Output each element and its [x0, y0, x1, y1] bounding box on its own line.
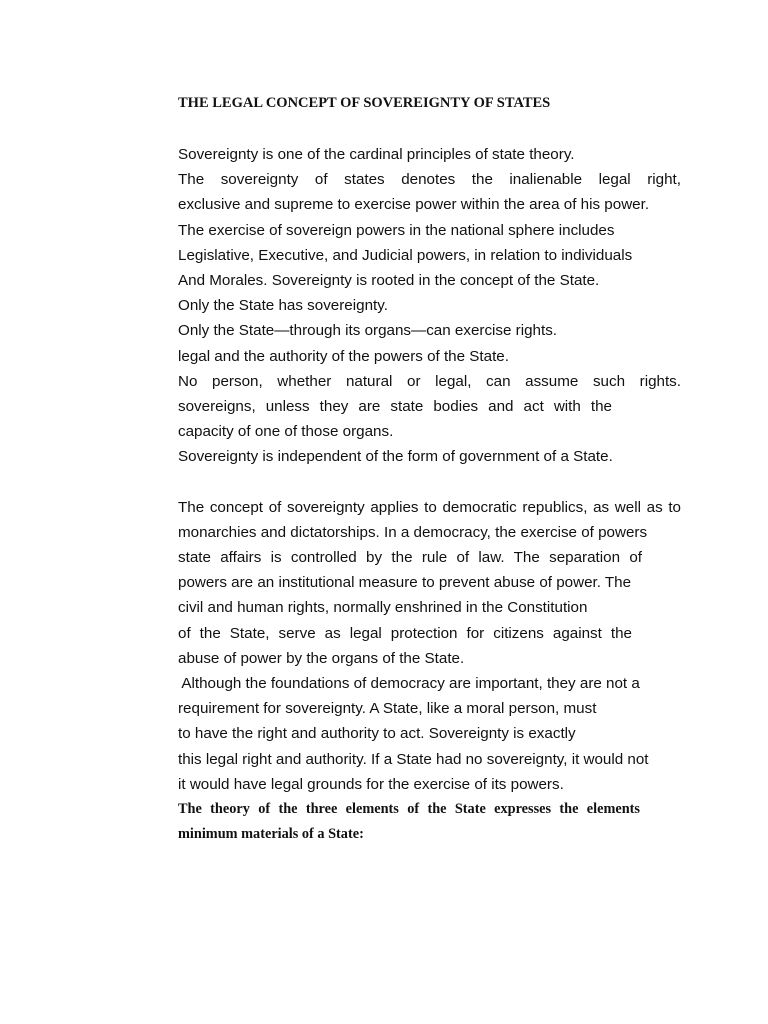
bold-text-line: minimum materials of a State:	[178, 826, 364, 843]
text-line: And Morales. Sovereignty is rooted in the concept of the State.	[178, 271, 600, 289]
text-line: The exercise of sovereign powers in the national sphere includes	[178, 221, 615, 239]
text-line: of the State, serve as legal protection for citizens against the	[178, 624, 632, 642]
text-line: legal and the authority of the powers of the State.	[178, 347, 509, 365]
text-line: capacity of one of those organs.	[178, 423, 394, 441]
paragraph-democracy-sovereignty	[178, 495, 681, 797]
text-line: state affairs is controlled by the rule of law. The separation of	[178, 549, 642, 566]
paragraph-gap	[178, 469, 681, 494]
text-line: sovereigns, unless they are state bodies and act with the	[178, 397, 612, 415]
bold-text-line: The theory of the three elements of the State expresses the elements	[178, 800, 640, 817]
text-line: to have the right and authority to act. Sovereignty is exactly	[178, 725, 576, 743]
text-line: The sovereignty of states denotes the inalienable legal right,	[178, 171, 681, 189]
title-spacing	[178, 114, 681, 142]
document-body	[178, 92, 681, 847]
text-line: it would have legal grounds for the exercise of its powers.	[178, 775, 564, 793]
document-title: THE LEGAL CONCEPT OF SOVEREIGNTY OF STATES	[178, 95, 551, 111]
text-line: Only the State—through its organs—can exercise rights.	[178, 322, 558, 340]
text-line: Although the foundations of democracy are important, they are not a	[178, 674, 640, 692]
text-line: requirement for sovereignty. A State, like a moral person, must	[178, 700, 597, 718]
text-line: Only the State has sovereignty.	[178, 297, 388, 315]
text-line: abuse of power by the organs of the State.	[178, 649, 465, 667]
text-line: this legal right and authority. If a State had no sovereignty, it would not	[178, 750, 649, 768]
text-line: No person, whether natural or legal, can assume such rights.	[178, 372, 681, 390]
paragraph-three-elements	[178, 797, 681, 847]
text-line: powers are an institutional measure to prevent abuse of power. The	[178, 574, 632, 592]
paragraph-sovereignty-principles	[178, 142, 681, 469]
text-line: civil and human rights, normally enshrined in the Constitution	[178, 599, 588, 617]
text-line: Sovereignty is independent of the form of government of a State.	[178, 448, 613, 466]
text-line: Sovereignty is one of the cardinal principles of state theory.	[178, 146, 575, 163]
text-line: Legislative, Executive, and Judicial powers, in relation to individuals	[178, 246, 633, 264]
text-line: monarchies and dictatorships. In a democracy, the exercise of powers	[178, 523, 648, 541]
text-line: The concept of sovereignty applies to democratic republics, as well as to	[178, 498, 681, 516]
text-line: exclusive and supreme to exercise power within the area of his power.	[178, 196, 650, 214]
